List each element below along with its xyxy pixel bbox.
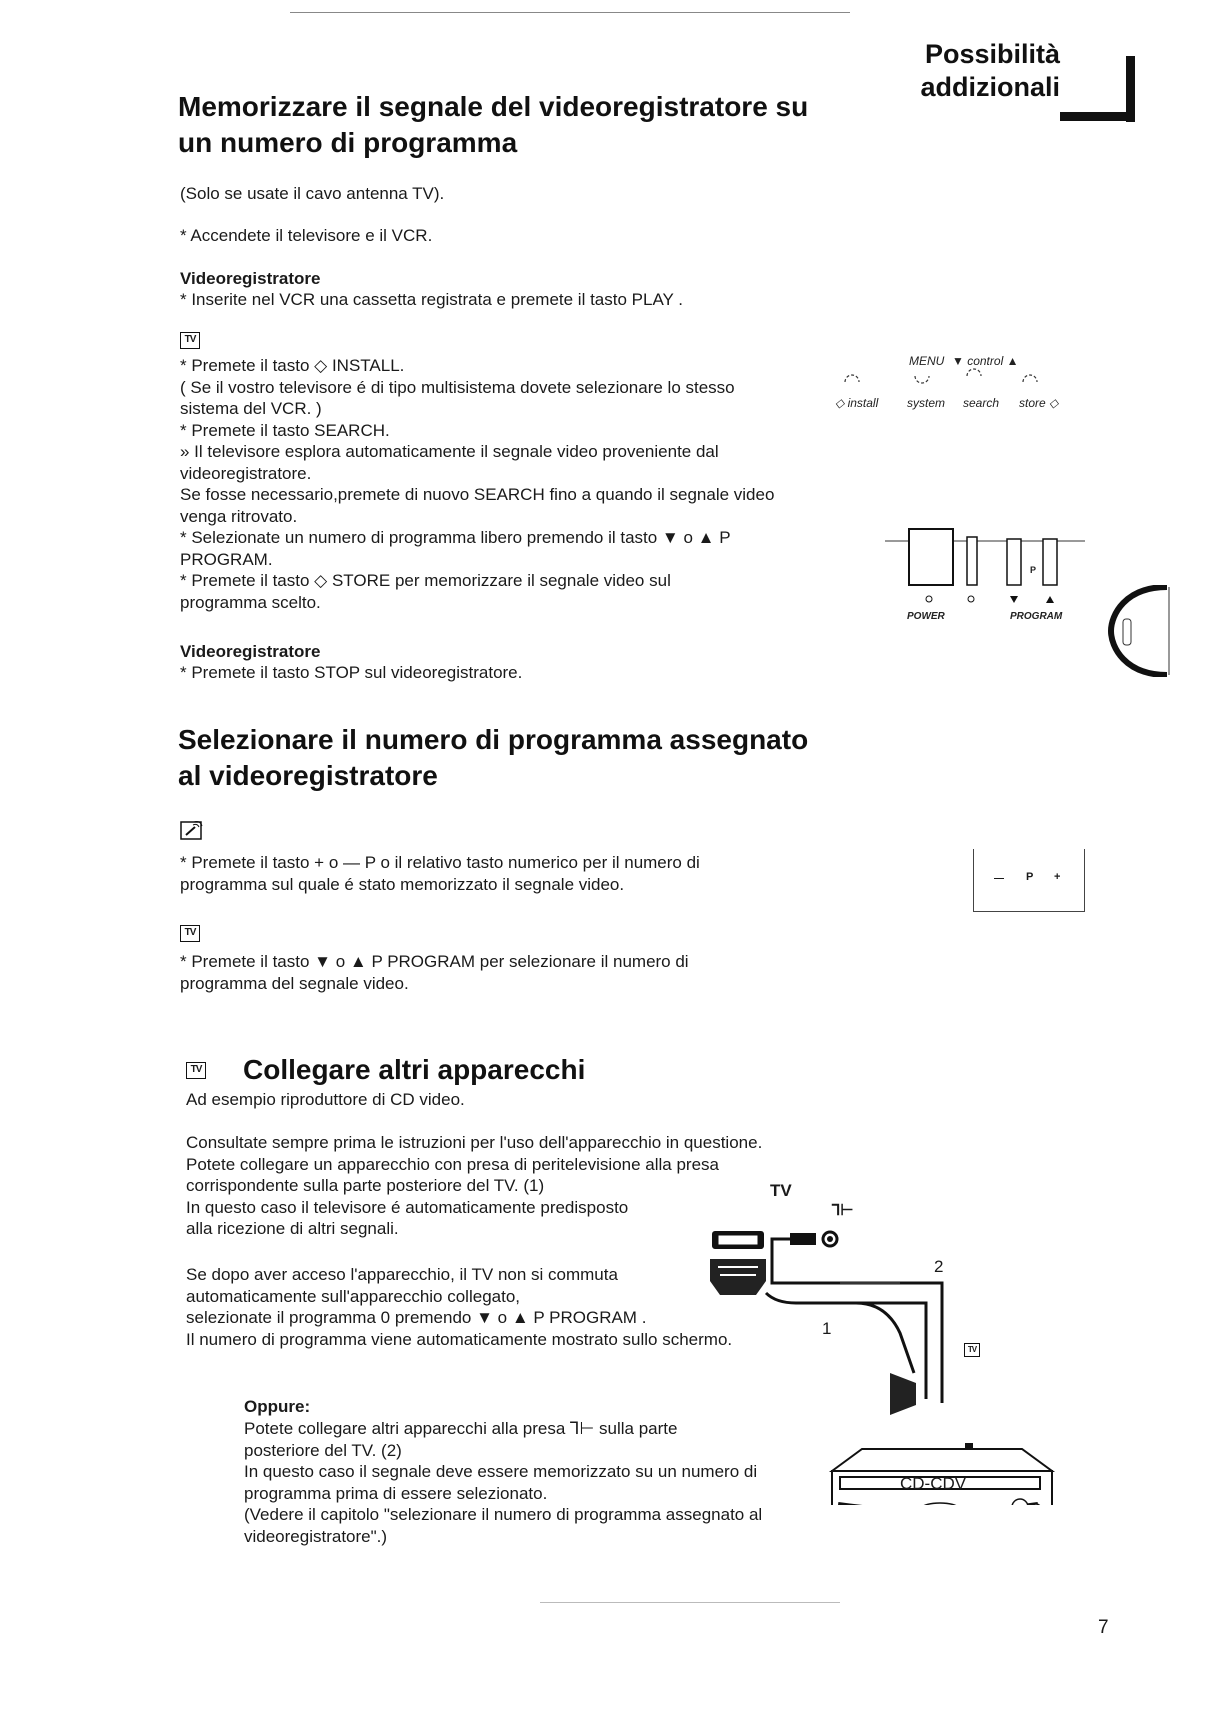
remote-buttons-icon <box>835 368 1065 390</box>
p-label: P <box>1030 565 1037 575</box>
section3-para2: Se dopo aver acceso l'apparecchio, il TV non si commuta automaticamente sull'apparecchio collegato, selezionate il programma 0 premendo ▼ o ▲ P PROGRAM . Il numero di programma viene automaticamente mostrato sullo schermo. <box>186 1265 733 1349</box>
remote-panel <box>835 350 1065 420</box>
section1-title: Memorizzare il segnale del videoregistratore su un numero di programma <box>178 91 809 158</box>
device-label: CD-CDV <box>900 1474 967 1493</box>
or-heading: Oppure: <box>244 1397 311 1416</box>
section2-remote-steps: * Premete il tasto + o — P o il relativo tasto numerico per il numero di programma sul quale é stato memorizzato il segnale video. <box>180 853 700 894</box>
section1-note: (Solo se usate il cavo antenna TV). <box>180 184 445 203</box>
plus-key: + <box>1054 871 1061 883</box>
install-label: ◇ install <box>835 396 879 410</box>
step-switch-on: * Accendete il televisore e il VCR. <box>180 226 433 245</box>
page-number: 7 <box>1098 1617 1109 1638</box>
section3-title: Collegare altri apparecchi <box>243 1054 586 1085</box>
section2-tv-steps: * Premete il tasto ▼ o ▲ P PROGRAM per selezionare il numero di programma del segnale video. <box>180 952 689 993</box>
program-label: PROGRAM <box>1010 611 1063 622</box>
tv-icon: TV <box>180 332 200 349</box>
cable-diagram-icon <box>690 1175 1120 1505</box>
vcr-heading-2: Videoregistratore <box>180 642 321 661</box>
or-steps: Potete collegare altri apparecchi alla presa ⅂⊢ sulla parte posteriore del TV. (2) In questo caso il segnale deve essere memorizzato su un numero di programma prima di essere selezionato. (Vedere il capitolo "selezionare il numero di programma assegnato al videoregistratore".) <box>244 1419 763 1546</box>
tv-icon: TV <box>186 1062 206 1079</box>
front-panel <box>885 525 1085 625</box>
connection-diagram <box>690 1175 1120 1505</box>
control-label: ▼ control ▲ <box>952 354 1019 368</box>
section3-subtitle: Ad esempio riproduttore di CD video. <box>186 1090 465 1109</box>
section-tab-title: Possibilità addizionali <box>920 39 1060 102</box>
tv-label: TV <box>770 1181 792 1200</box>
system-label: system <box>907 396 946 410</box>
menu-label: MENU <box>909 354 945 368</box>
minus-key: — <box>994 873 1004 884</box>
vcr-step: * Inserite nel VCR una cassetta registrata e premete il tasto PLAY . <box>180 290 684 309</box>
p-key: P <box>1026 871 1034 883</box>
antenna-label: ⅂⊢ <box>832 1202 854 1219</box>
program-keys-box <box>973 849 1085 912</box>
cable-number-2: 2 <box>934 1257 944 1276</box>
vcr-stop-step: * Premete il tasto STOP sul videoregistratore. <box>180 663 523 682</box>
page-edge-marker-icon <box>1105 585 1175 677</box>
scan-noise <box>290 12 850 13</box>
tab-bar-horizontal <box>1060 112 1135 121</box>
tv-icon: TV <box>180 925 200 942</box>
section3-para1: Consultate sempre prima le istruzioni per l'uso dell'apparecchio in questione. Potete collegare un apparecchio con presa di peritelevisione alla presa corrispondente sulla parte posteriore del TV. (1) In questo caso il televisore é automaticamente predisposto alla ricezione di altri segnali. <box>186 1133 763 1238</box>
power-label: POWER <box>907 611 945 622</box>
remote-control-icon <box>180 819 204 841</box>
front-panel-icon <box>885 525 1085 625</box>
tv-steps: * Premete il tasto ◇ INSTALL. ( Se il vostro televisore é di tipo multisistema dovete selezionare lo stesso sistema del VCR. ) * Premete il tasto SEARCH. » Il televisore esplora automaticamente il segnale video proveniente dal videoregistratore. Se fosse necessario,premete di nuovo SEARCH fino a quando il segnale video venga ritrovato. * Selezionate un numero di programma libero premendo il tasto ▼ o ▲ P PROGRAM. * Premete il tasto ◇ STORE per memorizzare il segnale video sul programma scelto. <box>180 356 775 612</box>
vcr-heading: Videoregistratore <box>180 269 321 288</box>
search-label: search <box>963 396 1000 410</box>
tv-icon: TV <box>964 1343 980 1357</box>
section2-title: Selezionare il numero di programma assegnato al videoregistratore <box>178 724 809 791</box>
cable-number-1: 1 <box>822 1319 832 1338</box>
store-label: store ◇ <box>1019 396 1059 410</box>
scan-noise <box>540 1602 840 1603</box>
